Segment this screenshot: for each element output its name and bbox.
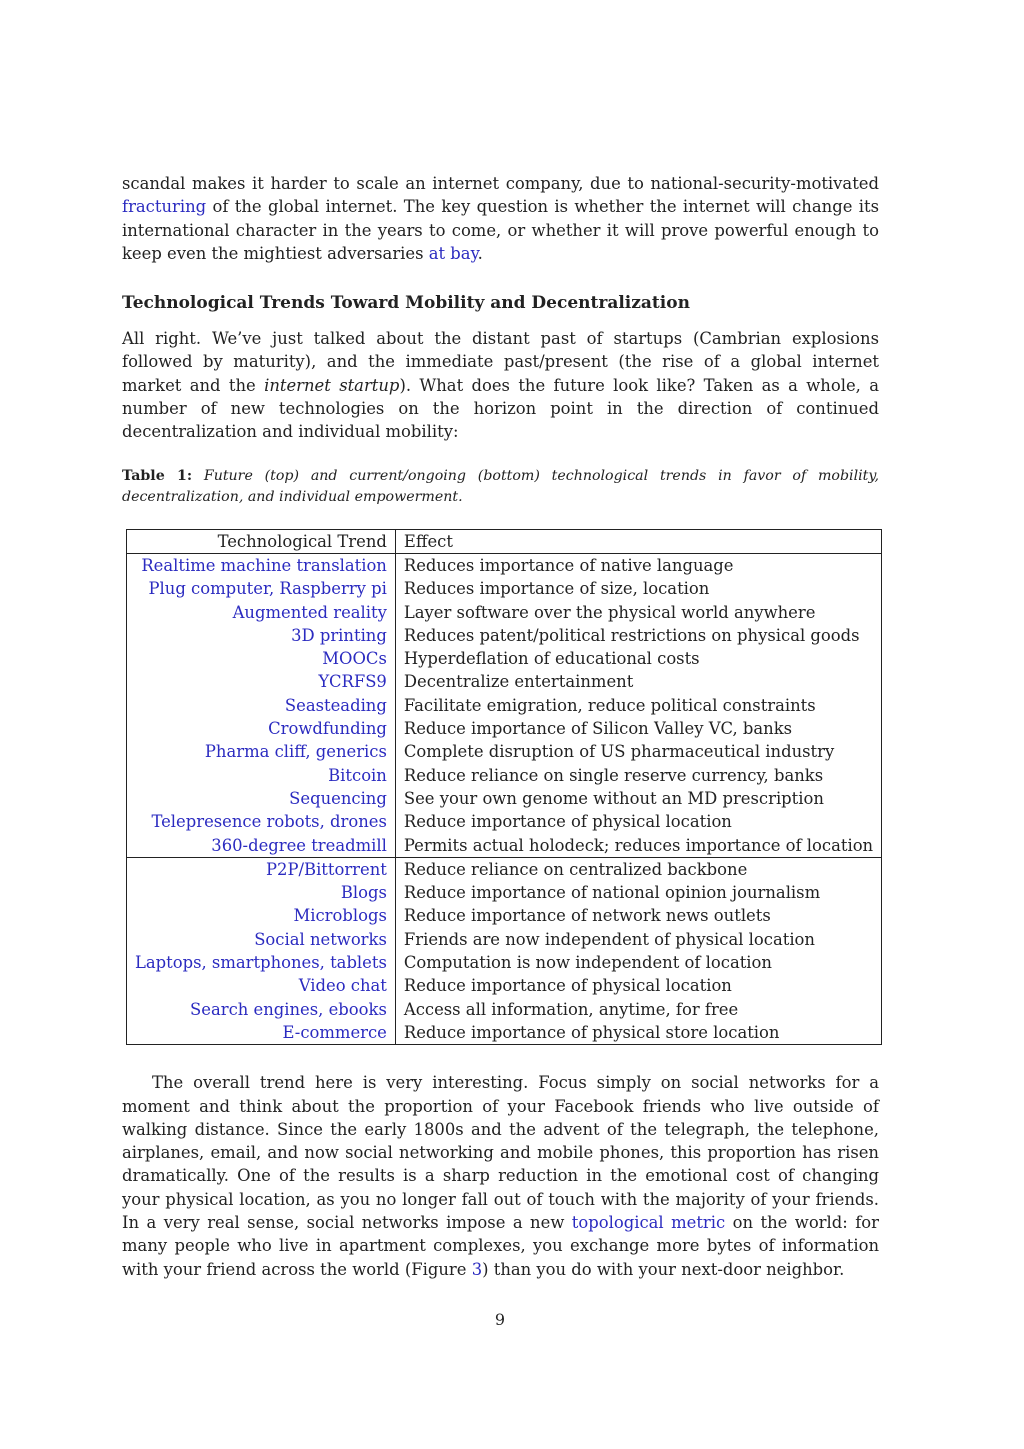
effect-cell: Reduce importance of physical location [403,812,732,832]
trend-cell [127,787,396,810]
effect-cell: Computation is now independent of location [403,953,772,973]
fracturing-link[interactable]: fracturing [122,197,207,217]
trend-cell [127,1021,396,1045]
trend-cell [127,974,396,997]
trend-link[interactable]: Plug computer, Raspberry pi [148,579,387,599]
trend-link[interactable]: Laptops, smartphones, tablets [135,953,387,973]
internet-startup-emphasis: internet startup [264,375,400,395]
trend-link[interactable]: MOOCs [322,649,387,669]
trend-cell [127,624,396,647]
section-paragraph [122,327,879,443]
trend-cell [127,553,396,577]
trend-cell [127,577,396,600]
table-header-row [127,529,882,553]
trend-cell [127,881,396,904]
table-row [127,881,882,904]
effect-cell: Reduces importance of native language [403,555,734,575]
trend-link[interactable]: Search engines, ebooks [190,999,387,1019]
table-row [127,810,882,833]
trend-link[interactable]: Pharma cliff, generics [204,742,387,762]
trend-link[interactable]: 360-degree treadmill [211,835,387,855]
trend-cell [127,764,396,787]
trend-cell [127,857,396,881]
trend-cell [127,998,396,1021]
table-row [127,928,882,951]
effect-cell: See your own genome without an MD prescription [403,788,824,808]
table-row [127,834,882,858]
closing-text-3: ) than you do with your next-door neighbor. [482,1259,845,1279]
trend-cell [127,904,396,927]
closing-text-2: on the world: for many people who live in apartment complexes, you exchange more bytes of information with your friend across the world (Figure [122,1212,879,1279]
table-row [127,904,882,927]
topological-metric-link[interactable]: topological metric [571,1212,726,1232]
section-text-1: All right. We’ve just talked about the distant past of startups (Cambrian explosions followed by maturity), and the immediate past/present (the rise of a global internet market and the [122,329,879,395]
table-row [127,764,882,787]
closing-text-1: The overall trend here is very interesting. Focus simply on social networks for a moment and think about the proportion of your Facebook friends who live outside of walking distance. Since the early 1800s and the advent of the telegraph, the telephone, airplanes, email, and now social networking and mobile phones, this proportion has risen dramatically. One of the results is a sharp reduction in the emotional cost of changing your physical location, as you no longer fall out of touch with the majority of your friends. In a very real sense, social networks impose a new [122,1073,879,1232]
trend-link[interactable]: Augmented reality [232,602,387,622]
table-row [127,974,882,997]
trend-cell [127,834,396,858]
trend-link[interactable]: P2P/Bittorrent [266,859,387,879]
effect-cell: Reduce importance of physical store location [403,1022,780,1042]
effect-cell: Reduce reliance on single reserve currency, banks [403,765,824,785]
table-row [127,694,882,717]
trend-cell [127,670,396,693]
trend-cell [127,647,396,670]
header-effect: Effect [395,529,881,553]
caption-label: Table 1: [122,467,193,484]
trend-link[interactable]: Video chat [298,976,387,996]
trend-cell [127,740,396,763]
trend-link[interactable]: Microblogs [293,906,387,926]
table-row [127,647,882,670]
effect-cell: Reduce importance of Silicon Valley VC, banks [403,719,793,739]
effect-cell: Decentralize entertainment [403,672,634,692]
table-row [127,787,882,810]
table-row [127,1021,882,1045]
trend-cell [127,601,396,624]
table-row [127,717,882,740]
effect-cell: Reduce importance of national opinion journalism [403,883,821,903]
trend-link[interactable]: Blogs [340,883,387,903]
effect-cell: Reduce reliance on centralized backbone [395,857,881,881]
trend-link[interactable]: Sequencing [289,788,387,808]
trend-cell [127,717,396,740]
page-number: 9 [494,1310,506,1329]
at-bay-link[interactable]: at bay [428,243,478,263]
closing-paragraph [122,1071,879,1281]
effect-cell: Access all information, anytime, for free [403,999,739,1019]
table-row [127,624,882,647]
effect-cell: Reduces patent/political restrictions on physical goods [403,625,860,645]
trend-link[interactable]: Bitcoin [328,765,387,785]
trend-link[interactable]: Seasteading [284,695,387,715]
trend-link[interactable]: Social networks [254,929,387,949]
effect-cell: Layer software over the physical world anywhere [403,602,816,622]
trends-table [126,529,882,1046]
effect-cell: Complete disruption of US pharmaceutical industry [403,742,835,762]
effect-cell: Facilitate emigration, reduce political constraints [403,695,816,715]
trend-cell [127,928,396,951]
intro-text-2: of the global internet. The key question is whether the internet will change its international character in the years to come, or whether it will prove powerful enough to keep even the mightiest adversaries [122,197,879,263]
table-row [127,553,882,577]
effect-cell: Permits actual holodeck; reduces importance of location [403,835,874,855]
effect-cell: Friends are now independent of physical location [403,929,815,949]
table-row [127,601,882,624]
trend-link[interactable]: Telepresence robots, drones [151,812,387,832]
section-heading: Technological Trends Toward Mobility and Decentralization [122,293,690,314]
section-text-2: ). What does the future look like? Taken as a whole, a number of new technologies on the horizon point in the direction of continued decentralization and individual mobility: [122,375,879,442]
effect-cell: Reduce importance of network news outlets [403,906,771,926]
trend-cell [127,694,396,717]
trend-link[interactable]: Crowdfunding [268,719,387,739]
effect-cell: Hyperdeflation of educational costs [403,649,700,669]
trend-link[interactable]: Realtime machine translation [141,555,387,575]
intro-text-3: . [477,243,483,263]
intro-text-1: scandal makes it harder to scale an internet company, due to national-security-motivated [122,174,879,193]
trend-link[interactable]: E-commerce [282,1022,387,1042]
trend-link[interactable]: YCRFS9 [318,672,387,692]
trend-cell [127,810,396,833]
table-row [127,857,882,881]
table-row [127,670,882,693]
page-body [122,172,879,1281]
effect-cell: Reduce importance of physical location [403,976,732,996]
table-row [127,951,882,974]
figure-3-link[interactable]: 3 [471,1259,483,1279]
table-caption [122,466,879,508]
table-row [127,998,882,1021]
header-trend: Technological Trend [127,529,396,553]
trend-cell [127,951,396,974]
trend-link[interactable]: 3D printing [291,625,387,645]
effect-cell: Reduces importance of size, location [403,579,710,599]
table-row [127,740,882,763]
table-row [127,577,882,600]
intro-paragraph [122,172,879,265]
caption-text: Future (top) and current/ongoing (bottom) technological trends in favor of mobility, decentralization, and individual empowerment. [122,467,880,505]
